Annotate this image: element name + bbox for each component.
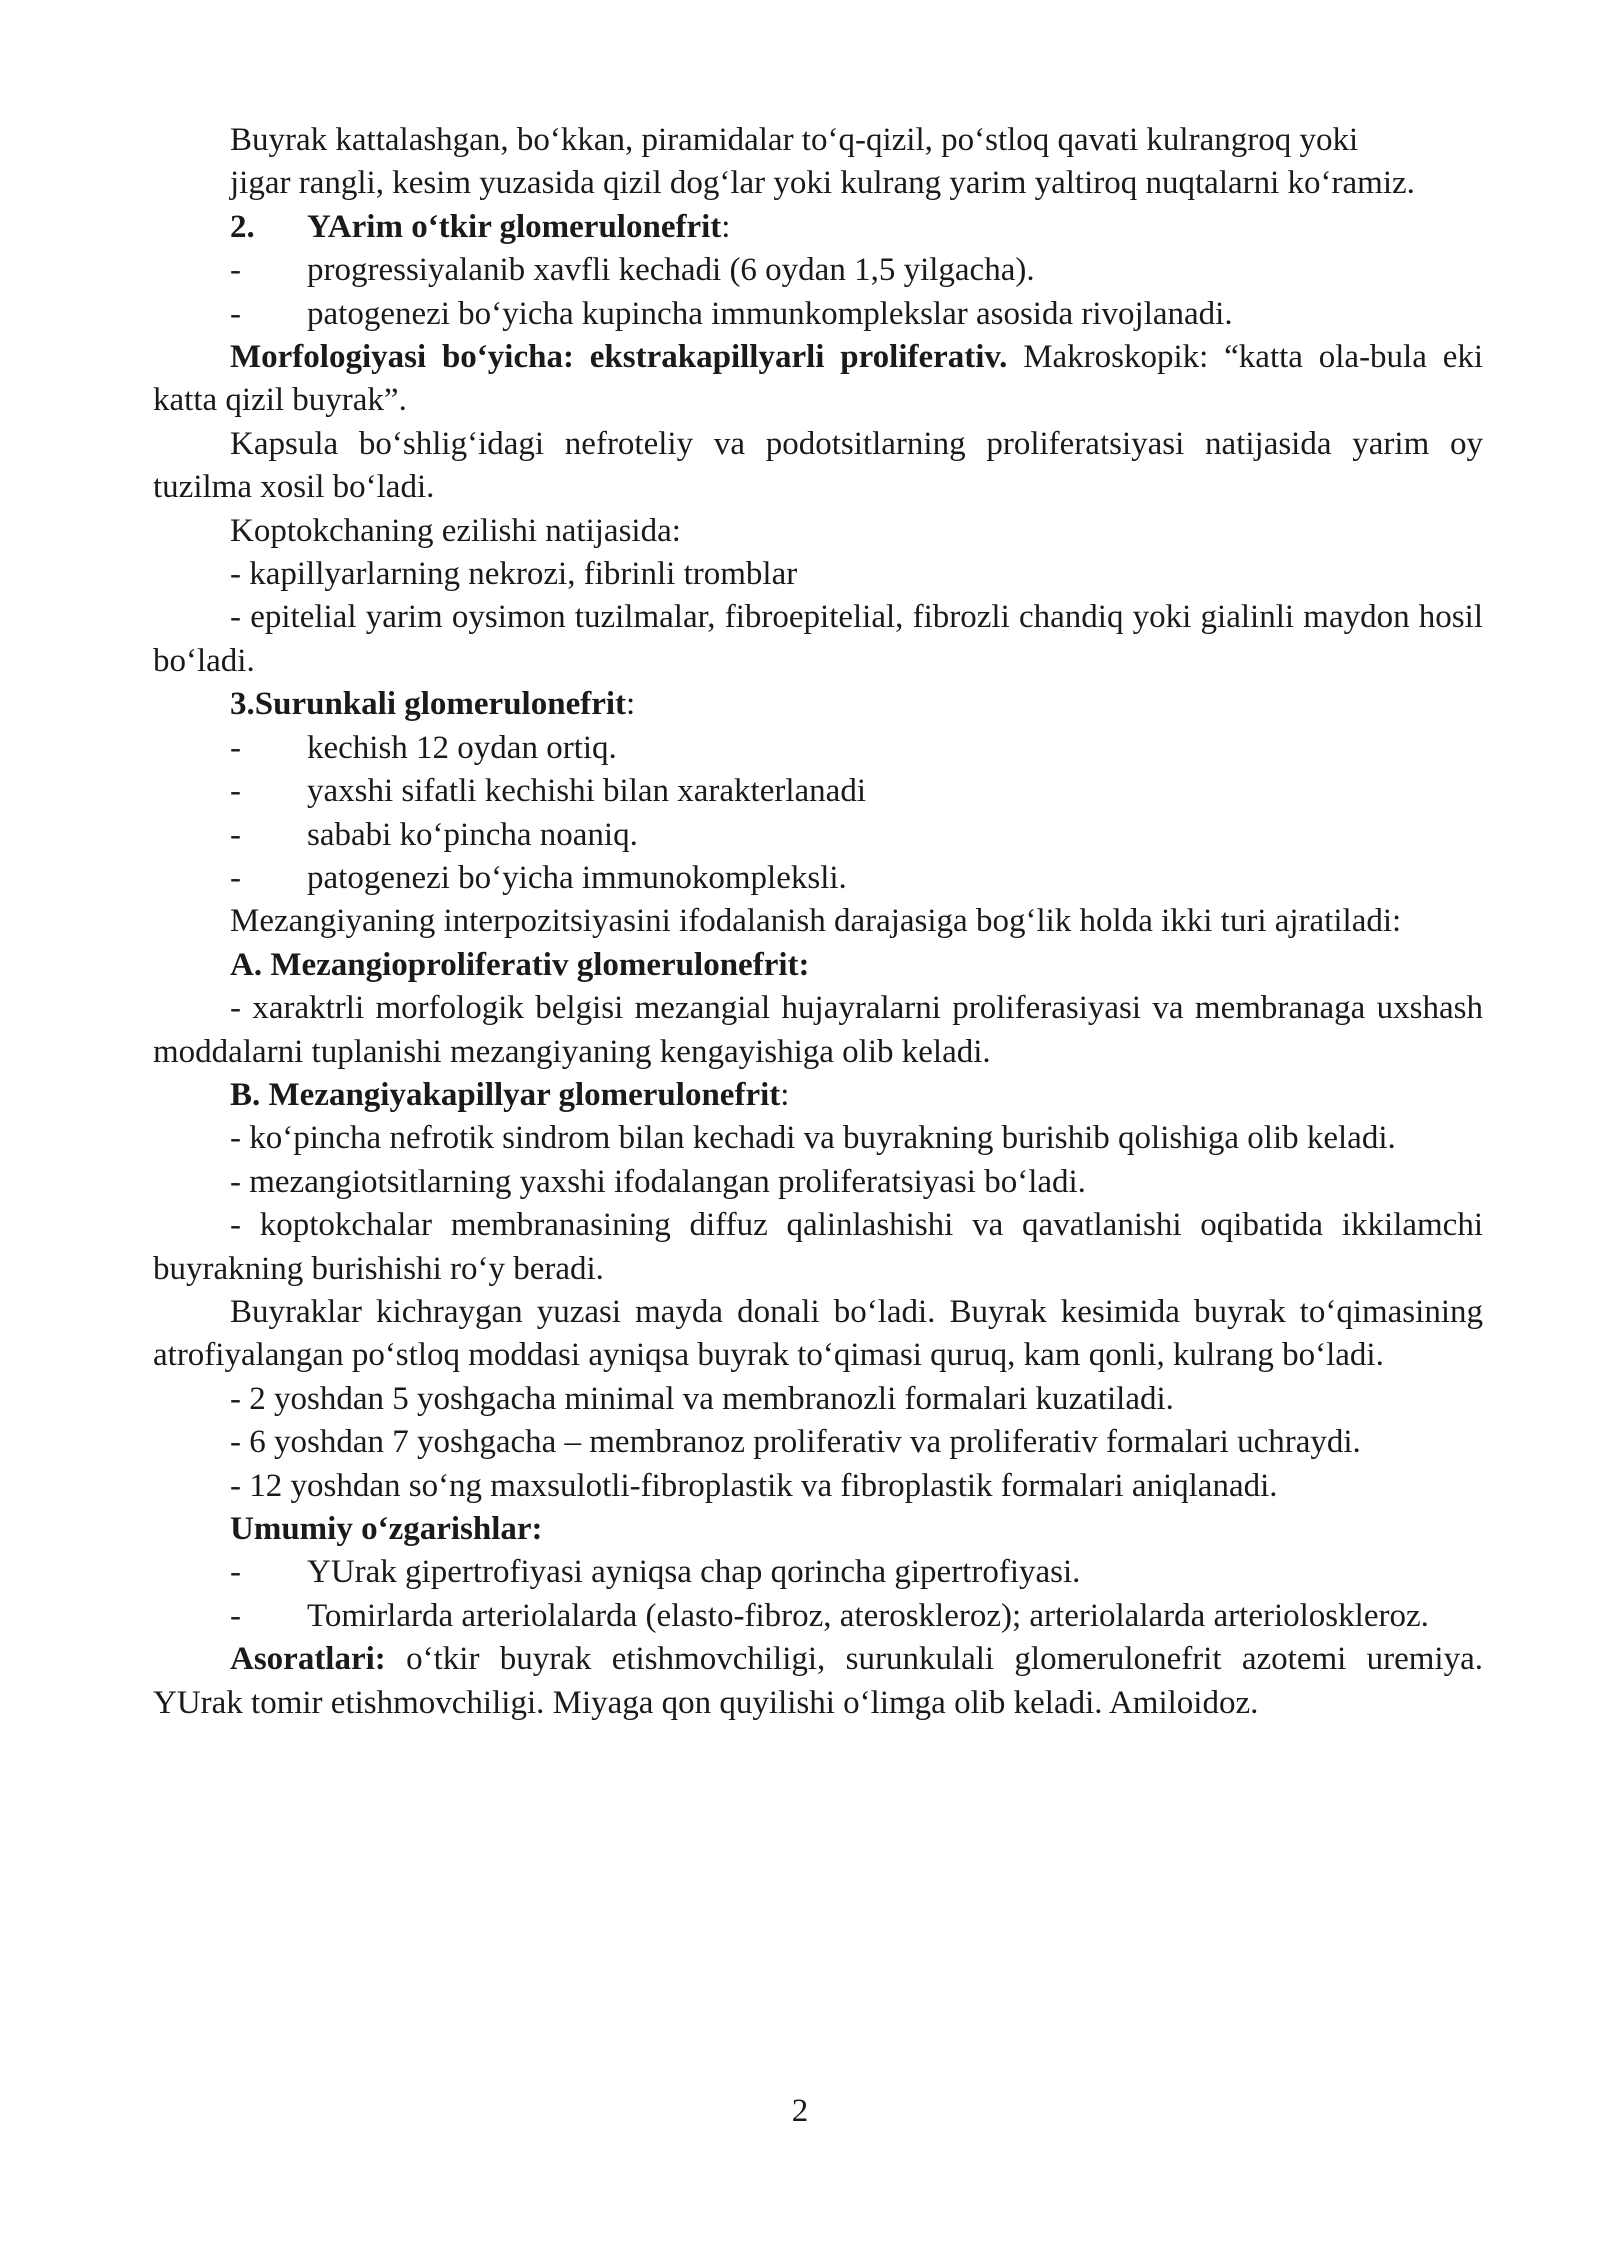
paragraph-crush-intro: Koptokchaning ezilishi natijasida: — [230, 512, 681, 549]
paragraph-kidneys: Buyraklar kichraygan yuzasi mayda donali bo‘ladi. Buyrak kesimida buyrak to‘qimasining atrofiyalangan po‘stloq moddasi ayniqsa buyrak to‘qimasi quruq, kam qonli, kulrang bo‘ladi. — [153, 1293, 1483, 1374]
paragraph-kidney-gross — [153, 119, 1483, 162]
paragraph-crush-item: - epitelial yarim oysimon tuzilmalar, fibroepitelial, fibrozli chandiq yoki gialinli maydon hosil bo‘ladi. — [153, 599, 1483, 679]
list-item — [153, 249, 1483, 292]
bullet-text: patogenezi bo‘yicha kupincha immunkomplekslar asosida rivojlanadi. — [307, 295, 1233, 332]
type-a-title: A. Mezangioproliferativ glomerulonefrit: — [230, 946, 810, 983]
paragraph-type-b-item: - koptokchalar membranasining diffuz qalinlashishi va qavatlanishi oqibatida ikkilamchi buyrakning burishishi ro‘y beradi. — [153, 1207, 1483, 1287]
type-a-heading — [153, 944, 1483, 987]
section-2-colon: : — [721, 208, 731, 245]
bullet-text: yaxshi sifatli kechishi bilan xarakterlanadi — [307, 773, 866, 810]
bullet-text: kechish 12 oydan ortiq. — [307, 729, 617, 766]
bullet-text: YUrak gipertrofiyasi ayniqsa chap qorincha gipertrofiyasi. — [307, 1554, 1081, 1591]
section-2-title: YArim o‘tkir glomerulonefrit — [307, 208, 722, 245]
list-item — [153, 857, 1483, 900]
bullet-text: progressiyalanib xavfli kechadi (6 oydan 1,5 yilgacha). — [307, 252, 1035, 289]
paragraph-mesangium: Mezangiyaning interpozitsiyasini ifodalanish darajasiga bog‘lik holda ikki turi ajratiladi: — [230, 903, 1402, 940]
type-b-colon: : — [780, 1076, 790, 1113]
bullet-text: sababi ko‘pincha noaniq. — [307, 816, 638, 853]
paragraph-age-item: - 2 yoshdan 5 yoshgacha minimal va membranozli formalari kuzatiladi. — [230, 1380, 1174, 1417]
bullet-dash: - — [230, 1597, 241, 1634]
bullet-dash: - — [230, 1554, 241, 1591]
paragraph-type-b-item: - mezangiotsitlarning yaxshi ifodalangan proliferatsiyasi bo‘ladi. — [230, 1163, 1086, 1200]
document-page — [153, 119, 1483, 1725]
list-item — [153, 770, 1483, 813]
general-changes-heading — [153, 1508, 1483, 1551]
bullet-text: Tomirlarda arteriolalarda (elasto-fibroz, ateroskleroz); arteriolalarda arterioloskleroz. — [307, 1597, 1429, 1634]
section-3-colon: : — [626, 686, 636, 723]
paragraph-morphology — [153, 336, 1483, 423]
paragraph-type-a: - xaraktrli morfologik belgisi mezangial hujayralarni proliferasiyasi va membranaga uxshash moddalarni tuplanishi mezangiyaning kengayishiga olib keladi. — [153, 990, 1483, 1070]
list-item — [153, 814, 1483, 857]
paragraph-complications — [153, 1638, 1483, 1725]
p1-line1: Buyrak kattalashgan, bo‘kkan, piramidalar to‘q-qizil, po‘stloq qavati kulrangroq yoki — [230, 122, 1359, 158]
bullet-dash: - — [230, 729, 241, 766]
paragraph-kidney-gross-cont: jigar rangli, kesim yuzasida qizil dog‘lar yoki kulrang yarim yaltiroq nuqtalarni ko‘ramiz. — [230, 165, 1415, 202]
general-changes-title: Umumiy o‘zgarishlar: — [230, 1511, 543, 1547]
bullet-text: patogenezi bo‘yicha immunokompleksli. — [307, 859, 847, 896]
section-2-number: 2. — [230, 208, 255, 245]
complications-label: Asoratlari: — [230, 1641, 386, 1678]
bullet-dash: - — [230, 859, 241, 896]
paragraph-general-item — [153, 1595, 1483, 1638]
paragraph-crush-item: - kapillyarlarning nekrozi, fibrinli tromblar — [230, 556, 798, 593]
bullet-dash: - — [230, 816, 241, 853]
list-item — [153, 727, 1483, 770]
complications-text: o‘tkir buyrak etishmovchiligi, surunkulali glomerulonefrit azotemi uremiya. YUrak tomir etishmovchiligi. Miyaga qon quyilishi o‘limga olib keladi. Amiloidoz. — [153, 1641, 1483, 1721]
type-b-heading — [153, 1074, 1483, 1117]
section-3-heading — [153, 683, 1483, 726]
bullet-dash: - — [230, 773, 241, 810]
paragraph-type-b-item: - ko‘pincha nefrotik sindrom bilan kechadi va buyrakning burishib qolishiga olib keladi. — [230, 1120, 1396, 1157]
list-item — [153, 293, 1483, 336]
paragraph-capsule: Kapsula bo‘shlig‘idagi nefroteliy va podotsitlarning proliferatsiyasi natijasida yarim oy tuzilma xosil bo‘ladi. — [153, 425, 1483, 506]
list-item — [153, 1551, 1483, 1594]
paragraph-age-item: - 6 yoshdan 7 yoshgacha – membranoz proliferativ va proliferativ formalari uchraydi. — [230, 1424, 1361, 1461]
morphology-label: Morfologiyasi bo‘yicha: ekstrakapillyarli proliferativ. — [230, 339, 1008, 376]
paragraph-age-item: - 12 yoshdan so‘ng maxsulotli-fibroplastik va fibroplastik formalari aniqlanadi. — [230, 1467, 1278, 1504]
morphology-text: Makroskopik: “katta ola-bula eki katta qizil buyrak”. — [153, 339, 1484, 419]
type-b-title: B. Mezangiyakapillyar glomerulonefrit — [230, 1076, 781, 1113]
bullet-dash: - — [230, 295, 241, 332]
section-2-heading — [153, 206, 1483, 249]
page-number: 2 — [791, 2093, 809, 2129]
bullet-dash: - — [230, 252, 241, 289]
section-3-title: 3.Surunkali glomerulonefrit — [230, 686, 627, 723]
